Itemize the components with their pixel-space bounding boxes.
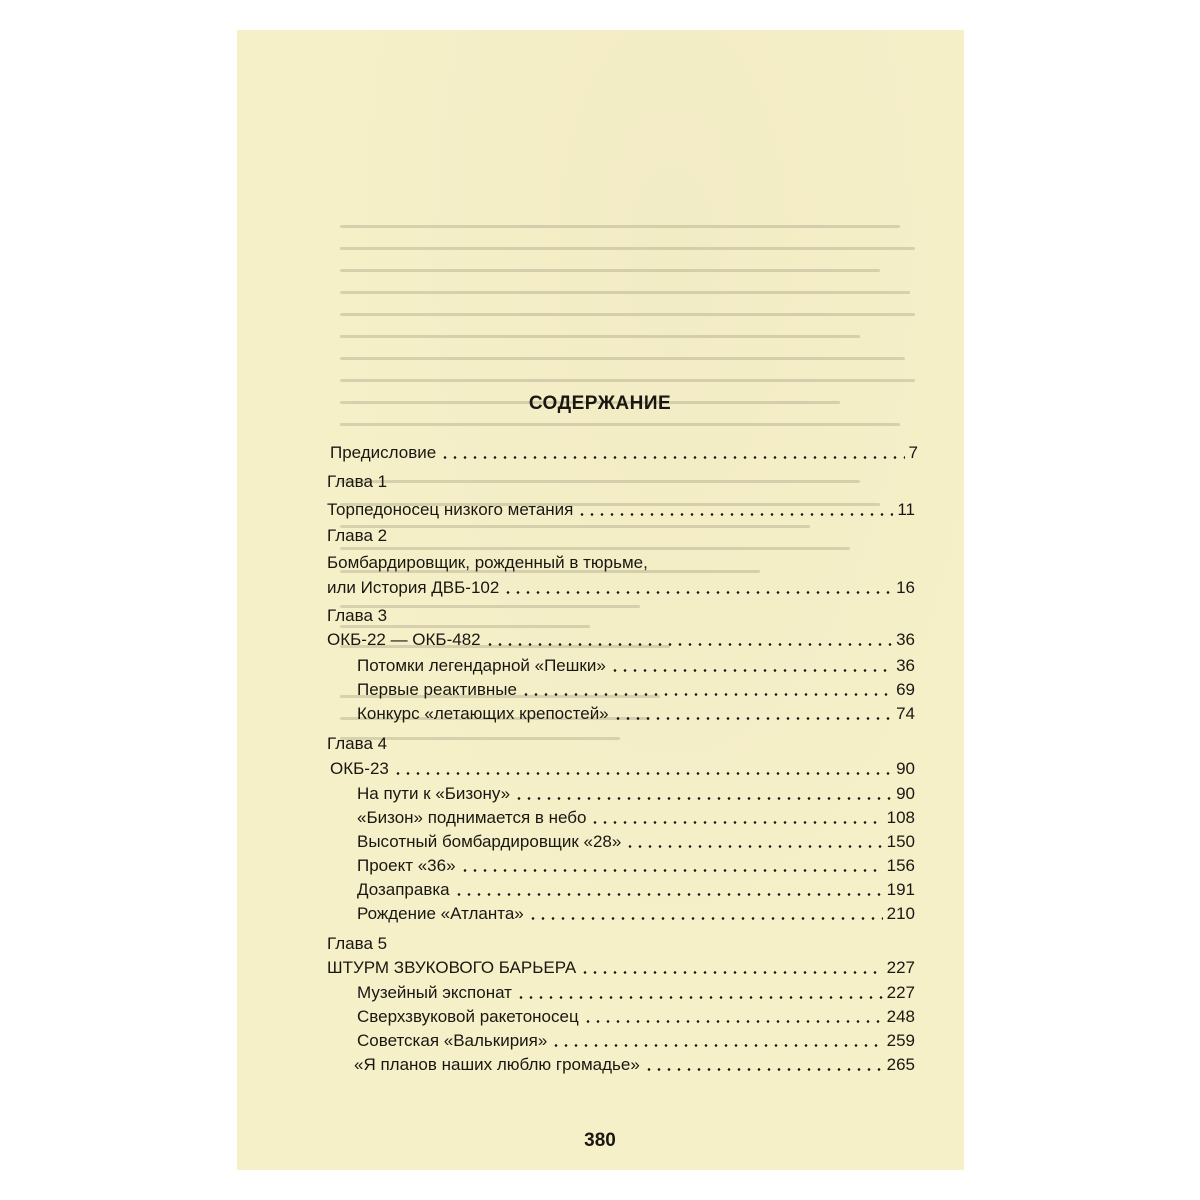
- toc-entry-page: 248: [886, 1007, 915, 1026]
- toc-entry-label: Конкурс «летающих крепостей»: [357, 704, 609, 723]
- dot-leader: [516, 996, 883, 999]
- toc-entry-page: 11: [897, 500, 915, 519]
- toc-entry-label: Рождение «Атланта»: [357, 904, 524, 923]
- toc-entry-label: или История ДВБ-102: [327, 578, 500, 597]
- toc-entry-page: 69: [896, 680, 915, 699]
- toc-entry-page: 90: [896, 784, 915, 803]
- dot-leader: [580, 971, 882, 974]
- toc-entry-preface[interactable]: [330, 440, 918, 464]
- contents-title: СОДЕРЖАНИЕ: [528, 393, 672, 414]
- toc-entry-label: Музейный экспонат: [357, 983, 512, 1002]
- dot-leader: [644, 1068, 883, 1071]
- dot-leader: [514, 797, 892, 800]
- toc-entry-page: 90: [896, 759, 915, 778]
- toc-subentry[interactable]: [357, 805, 915, 829]
- toc-entry-label: На пути к «Бизону»: [357, 784, 511, 803]
- chapter-heading: Глава 3: [327, 606, 388, 625]
- chapter-heading: Глава 2: [327, 526, 388, 545]
- toc-entry-page: 36: [896, 656, 915, 675]
- dot-leader: [454, 893, 883, 896]
- page-number: 380: [584, 1130, 616, 1151]
- toc-entry-label: ШТУРМ ЗВУКОВОГО БАРЬЕРА: [327, 958, 577, 977]
- toc-subentry[interactable]: [357, 701, 915, 725]
- toc-entry-label: Высотный бомбардировщик «28»: [357, 832, 622, 851]
- toc-subentry[interactable]: [354, 1052, 915, 1076]
- dot-leader: [551, 1044, 882, 1047]
- toc-entry-label: ОКБ-23: [330, 759, 389, 778]
- toc-entry[interactable]: [327, 955, 915, 979]
- dot-leader: [613, 717, 892, 720]
- dot-leader: [485, 643, 892, 646]
- dot-leader: [393, 772, 892, 775]
- toc-entry[interactable]: [327, 497, 915, 521]
- chapter-heading: Глава 5: [327, 934, 388, 953]
- toc-subentry[interactable]: [357, 1028, 915, 1052]
- toc-entry-label: Торпедоносец низкого метания: [327, 500, 574, 519]
- toc-subentry[interactable]: [357, 1004, 915, 1028]
- toc-entry[interactable]: [330, 756, 915, 780]
- dot-leader: [590, 821, 882, 824]
- toc-entry-label: Проект «36»: [357, 856, 456, 875]
- toc-subentry[interactable]: [357, 781, 915, 805]
- toc-entry-page: 36: [896, 630, 915, 649]
- toc-entry-page: 227: [886, 958, 915, 977]
- toc-entry-label-line: Бомбардировщик, рожденный в тюрьме,: [327, 553, 648, 572]
- toc-subentry[interactable]: [357, 901, 915, 925]
- toc-entry-label: «Бизон» поднимается в небо: [357, 808, 587, 827]
- toc-entry-label: Потомки легендарной «Пешки»: [357, 656, 606, 675]
- dot-leader: [583, 1020, 883, 1023]
- toc-subentry[interactable]: [357, 877, 915, 901]
- toc-entry-page: 227: [886, 983, 915, 1002]
- toc-subentry[interactable]: [357, 677, 915, 701]
- toc-subentry[interactable]: [357, 980, 915, 1004]
- toc-entry-page: 259: [886, 1031, 915, 1050]
- toc-subentry[interactable]: [357, 853, 915, 877]
- toc-entry-label: Дозаправка: [357, 880, 450, 899]
- toc-entry-page: 265: [886, 1055, 915, 1074]
- toc-entry-label: Сверхзвуковой ракетоносец: [357, 1007, 579, 1026]
- toc-entry-page: 74: [896, 704, 915, 723]
- dot-leader: [610, 669, 892, 672]
- toc-subentry[interactable]: [357, 653, 915, 677]
- toc-entry-label: Предисловие: [330, 443, 437, 462]
- dot-leader: [528, 917, 883, 920]
- chapter-heading: Глава 4: [327, 734, 388, 753]
- toc-entry-page: 150: [886, 832, 915, 851]
- toc-subentry[interactable]: [357, 829, 915, 853]
- dot-leader: [440, 456, 904, 459]
- chapter-heading: Глава 1: [327, 472, 388, 491]
- toc-entry[interactable]: [327, 575, 915, 599]
- toc-entry-page: 191: [886, 880, 915, 899]
- dot-leader: [577, 513, 893, 516]
- toc-entry-label: Советская «Валькирия»: [357, 1031, 548, 1050]
- dot-leader: [503, 591, 892, 594]
- toc-entry-label: «Я планов наших люблю громадье»: [354, 1055, 640, 1074]
- toc-entry-label: ОКБ-22 — ОКБ-482: [327, 630, 481, 649]
- toc-entry-page: 156: [886, 856, 915, 875]
- toc-entry[interactable]: [327, 627, 915, 651]
- dot-leader: [625, 845, 882, 848]
- toc-entry-page: 16: [896, 578, 915, 597]
- dot-leader: [521, 693, 892, 696]
- toc-entry-label: Первые реактивные: [357, 680, 517, 699]
- toc-entry-page: 7: [908, 443, 918, 462]
- toc-entry-page: 108: [886, 808, 915, 827]
- dot-leader: [460, 869, 883, 872]
- toc-entry-page: 210: [886, 904, 915, 923]
